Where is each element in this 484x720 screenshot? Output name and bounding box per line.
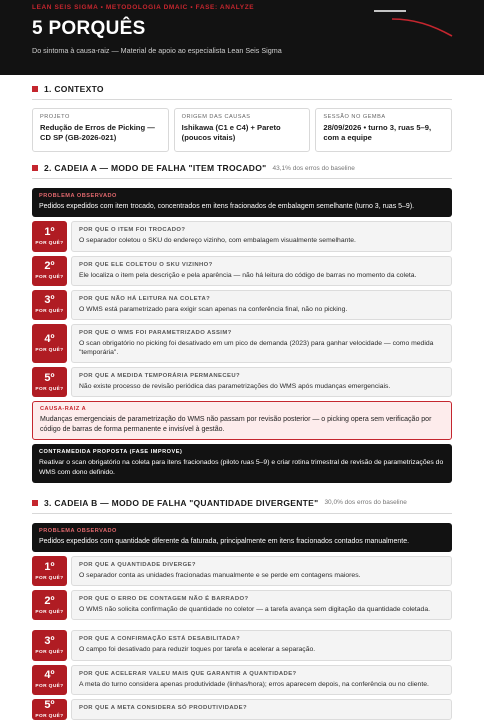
why-row — [32, 699, 452, 720]
root-cause-box-a — [32, 401, 452, 440]
why-row — [32, 665, 452, 695]
why-answer: Não existe processo de revisão periódica das parametrizações do WMS após mudanças emergenciais. — [79, 383, 391, 391]
why-number-badge — [32, 699, 67, 720]
why-number: 1º — [44, 226, 55, 239]
problem-text: Pedidos expedidos com quantidade diferente da faturada, principalmente em itens fracionados contados manualmente. — [39, 537, 410, 545]
context-card-label: PROJETO — [40, 114, 70, 120]
why-number-badge — [32, 665, 67, 695]
context-card-value: 28/09/2026 • turno 3, ruas 5–9, com a equipe — [323, 123, 432, 142]
context-card-origin — [174, 108, 311, 152]
why-question: POR QUE O WMS FOI PARAMETRIZADO ASSIM? — [79, 329, 232, 336]
why-question: POR QUE ELE COLETOU O SKU VIZINHO? — [79, 261, 213, 268]
page-subtitle: Do sintoma à causa-raiz — Material de apoio ao especialista Lean Seis Sigma — [32, 46, 282, 55]
section-chain-a-heading — [32, 163, 452, 173]
why-card — [71, 665, 452, 695]
context-card-session — [315, 108, 452, 152]
why-question: POR QUE A META CONSIDERA SÓ PRODUTIVIDADE? — [79, 704, 247, 711]
why-number: 4º — [44, 669, 55, 682]
why-answer: A meta do turno considera apenas produtividade (linhas/hora); erros aparecem depois, na conferência ou no cliente. — [79, 680, 429, 688]
why-number-label: POR QUÊ? — [35, 684, 64, 690]
why-number: 5º — [44, 371, 55, 384]
why-card — [71, 256, 452, 286]
why-question: POR QUE NÃO HÁ LEITURA NA COLETA? — [79, 295, 211, 302]
why-card — [71, 556, 452, 586]
why-card — [71, 221, 452, 251]
why-answer: O scan obrigatório no picking foi desativado em um pico de demanda (2023) para ganhar velocidade — como medida "temporária". — [79, 339, 434, 357]
why-card — [71, 699, 452, 720]
why-answer: O WMS está parametrizado para exigir scan apenas na conferência final, não no picking. — [79, 305, 348, 313]
divider — [32, 99, 452, 100]
section-bullet-icon — [32, 86, 38, 92]
why-number: 2º — [44, 260, 55, 273]
context-card-project — [32, 108, 169, 152]
section-bullet-icon — [32, 165, 38, 171]
why-question: POR QUE O ERRO DE CONTAGEM NÃO É BARRADO? — [79, 596, 249, 603]
why-number-badge — [32, 256, 67, 286]
why-question: POR QUE O ITEM FOI TROCADO? — [79, 227, 186, 234]
section-chain-b-heading — [32, 498, 452, 508]
why-row — [32, 590, 452, 620]
why-number: 3º — [44, 635, 55, 648]
why-card — [71, 290, 452, 320]
why-row — [32, 630, 452, 660]
section-context-heading — [32, 84, 452, 94]
why-answer: O separador conta as unidades fracionadas manualmente e se perde em contagens maiores. — [79, 572, 361, 580]
why-number-label: POR QUÊ? — [35, 241, 64, 247]
why-number-label: POR QUÊ? — [35, 275, 64, 281]
why-number-label: POR QUÊ? — [35, 575, 64, 581]
problem-label: PROBLEMA OBSERVADO — [39, 527, 117, 534]
why-number: 4º — [44, 333, 55, 346]
why-row — [32, 324, 452, 363]
section-bullet-icon — [32, 500, 38, 506]
problem-box-a — [32, 188, 452, 217]
why-question: POR QUE A QUANTIDADE DIVERGE? — [79, 562, 196, 569]
section-title: 2. CADEIA A — MODO DE FALHA "ITEM TROCADO" — [44, 163, 267, 173]
problem-box-b — [32, 523, 452, 552]
page-header — [0, 0, 484, 75]
section-note: 30,0% dos erros do baseline — [324, 499, 407, 507]
why-number-badge — [32, 556, 67, 586]
why-number: 2º — [44, 594, 55, 607]
why-answer: O WMS não solicita confirmação de quantidade no coletor — a tarefa avança sem digitação da quantidade coletada. — [79, 606, 431, 614]
why-number-label: POR QUÊ? — [35, 386, 64, 392]
why-number-badge — [32, 590, 67, 620]
countermeasure-box-a — [32, 444, 452, 482]
divider — [32, 513, 452, 514]
context-card-value: Ishikawa (C1 e C4) + Pareto (poucos vitais) — [181, 123, 281, 142]
why-answer: O separador coletou o SKU do endereço vizinho, com embalagem visualmente semelhante. — [79, 237, 356, 245]
root-cause-label: CAUSA-RAIZ A — [40, 406, 87, 413]
why-answer: O campo foi desativado para reduzir toques por tarefa e acelerar a separação. — [79, 646, 316, 654]
why-number-badge — [32, 221, 67, 251]
why-row — [32, 367, 452, 397]
why-number-label: POR QUÊ? — [35, 650, 64, 656]
problem-label: PROBLEMA OBSERVADO — [39, 193, 117, 199]
context-card-value: Redução de Erros de Picking — CD SP (GB-2026-021) — [40, 123, 155, 142]
why-card — [71, 630, 452, 660]
why-question: POR QUE ACELERAR VALEU MAIS QUE GARANTIR A QUANTIDADE? — [79, 670, 297, 677]
problem-text: Pedidos expedidos com item trocado, concentrados em itens fracionados de embalagem semelhante (turno 3, ruas 5–9). — [39, 203, 415, 210]
context-card-label: SESSÃO NO GEMBA — [323, 114, 386, 120]
why-row — [32, 221, 452, 251]
why-number-badge — [32, 290, 67, 320]
root-cause-text: Mudanças emergenciais de parametrização do WMS não passam por revisão posterior — o picking opera sem verificação por código de barras de forma permanente e invisível à gestão. — [40, 416, 432, 433]
section-note: 43,1% dos erros do baseline — [272, 164, 355, 172]
countermeasure-text: Reativar o scan obrigatório na coleta para itens fracionados (piloto ruas 5–9) e criar rotina trimestral de revisão de parametrizações do WMS com dono definido. — [39, 459, 444, 476]
why-number-badge — [32, 324, 67, 363]
page-title: 5 PORQUÊS — [32, 18, 146, 39]
why-number-label: POR QUÊ? — [35, 713, 64, 719]
section-title: 1. CONTEXTO — [44, 84, 104, 94]
why-card — [71, 367, 452, 397]
why-number: 3º — [44, 294, 55, 307]
why-row — [32, 556, 452, 586]
decorative-curve-icon — [374, 3, 454, 37]
why-number: 5º — [44, 698, 55, 711]
context-card-label: ORIGEM DAS CAUSAS — [181, 114, 251, 120]
section-title: 3. CADEIA B — MODO DE FALHA "QUANTIDADE DIVERGENTE" — [44, 497, 319, 508]
why-answer: Ele localiza o item pela descrição e pela aparência — não há leitura do código de barras no momento da coleta. — [79, 271, 417, 279]
why-number-badge — [32, 630, 67, 660]
why-number: 1º — [44, 560, 55, 573]
why-card — [71, 590, 452, 620]
why-number-badge — [32, 367, 67, 397]
why-row — [32, 256, 452, 286]
context-cards — [32, 108, 452, 152]
why-number-label: POR QUÊ? — [35, 309, 64, 315]
header-kicker: LEAN SEIS SIGMA • METODOLOGIA DMAIC • FASE: ANALYZE — [32, 4, 255, 11]
divider — [32, 178, 452, 179]
why-number-label: POR QUÊ? — [35, 348, 64, 354]
why-row — [32, 290, 452, 320]
why-question: POR QUE A CONFIRMAÇÃO ESTÁ DESABILITADA? — [79, 636, 241, 643]
why-question: POR QUE A MEDIDA TEMPORÁRIA PERMANECEU? — [79, 373, 241, 380]
why-card — [71, 324, 452, 363]
why-number-label: POR QUÊ? — [35, 609, 64, 615]
countermeasure-label: CONTRAMEDIDA PROPOSTA (FASE IMPROVE) — [39, 449, 183, 456]
